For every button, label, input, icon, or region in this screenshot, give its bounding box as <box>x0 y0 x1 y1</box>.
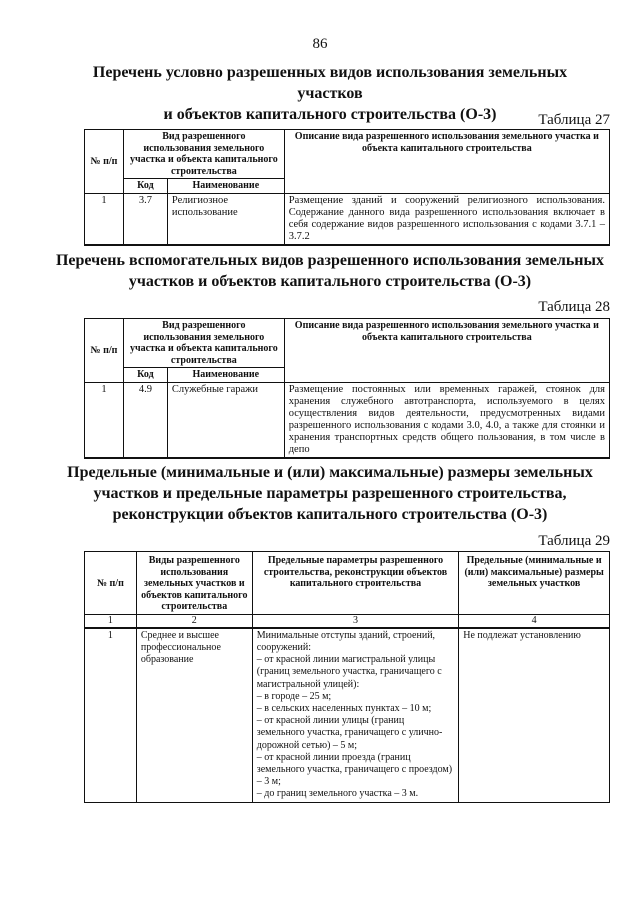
row-kind: Среднее и высшее профессиональное образование <box>136 628 252 802</box>
row-desc: Размещение постоянных или временных гаражей, стоянок для хранения служебного автотранспорта, используемого в целях осуществления видов деятельности, предусмотренных видами разрешенного использования с кодами 3.0, 4.0, а также для стоянки и хранения транспортных средств общего пользования, в том числе в депо <box>284 382 609 458</box>
row-num: 1 <box>85 628 137 802</box>
section1-title-line2: и объектов капитального строительства (О-3) <box>163 106 497 123</box>
col-header-params: Предельные параметры разрешенного строительства, реконструкции объектов капитального строительства <box>252 552 459 615</box>
param-line: – в городе – 25 м; <box>256 690 332 702</box>
col-header-desc: Описание вида разрешенного использования земельного участка и объекта капитального строительства <box>284 130 609 194</box>
page-number: 86 <box>312 36 328 52</box>
section2-title-line2: участков и объектов капитального строительства (О-3) <box>128 273 532 290</box>
row-sizes: Не подлежат установлению <box>459 628 610 802</box>
row-name: Религиозное использование <box>167 193 284 245</box>
param-line: Минимальные отступы зданий, строений, сооружений: <box>256 629 436 653</box>
param-line: – от красной линии магистральной улицы (границ земельного участка, граничащего с магистральной улицей): <box>256 654 442 690</box>
row-name: Служебные гаражи <box>167 382 284 458</box>
section3-title-line3: реконструкции объектов капитального строительства (О-3) <box>112 506 548 523</box>
column-index: 2 <box>136 614 252 628</box>
section3-title-line1: Предельные (минимальные и (или) максимальные) размеры земельных <box>67 464 593 481</box>
section1-title <box>60 62 600 125</box>
row-code: 3.7 <box>123 193 167 245</box>
table28-caption: Таблица 28 <box>538 299 610 315</box>
row-num: 1 <box>85 382 124 458</box>
table-29 <box>84 551 610 803</box>
param-line: – до границ земельного участка – 3 м. <box>256 788 419 800</box>
row-code: 4.9 <box>123 382 167 458</box>
column-index-row <box>85 614 610 628</box>
col-header-num: № п/п <box>85 130 124 194</box>
col-header-num: № п/п <box>85 319 124 383</box>
column-index: 4 <box>459 614 610 628</box>
table-row <box>85 382 610 458</box>
section2-title <box>40 250 620 292</box>
table-row <box>85 193 610 245</box>
col-header-name: Наименование <box>167 179 284 194</box>
table27-caption: Таблица 27 <box>538 112 610 128</box>
col-header-kind: Вид разрешенного использования земельного участка и объекта капитального строительства <box>123 130 284 179</box>
row-num: 1 <box>85 193 124 245</box>
row-params <box>252 628 459 802</box>
col-header-num: № п/п <box>85 552 137 615</box>
col-header-code: Код <box>123 179 167 194</box>
table-27 <box>84 129 610 246</box>
table-28 <box>84 318 610 459</box>
column-index: 1 <box>85 614 137 628</box>
param-line: – от красной линии проезда (границ земельного участка, граничащего с проездом) – 3 м; <box>256 751 453 788</box>
section3-title <box>60 462 600 525</box>
column-index: 3 <box>252 614 459 628</box>
col-header-desc: Описание вида разрешенного использования земельного участка и объекта капитального строительства <box>284 319 609 383</box>
col-header-name: Наименование <box>167 368 284 383</box>
section2-title-line1: Перечень вспомогательных видов разрешенного использования земельных <box>55 252 604 269</box>
col-header-code: Код <box>123 368 167 383</box>
table29-caption: Таблица 29 <box>538 533 610 549</box>
param-line: – от красной линии улицы (границ земельного участка, граничащего с улично-дорожной сетью) – 5 м; <box>256 715 443 751</box>
param-line: – в сельских населенных пунктах – 10 м; <box>256 702 432 714</box>
table-row <box>85 628 610 802</box>
col-header-sizes: Предельные (минимальные и (или) максимальные) размеры земельных участков <box>459 552 610 615</box>
row-desc: Размещение зданий и сооружений религиозного использования. Содержание данного вида разрешенного использования включает в себя содержание видов разрешенного использования с кодами 3.7.1 – 3.7.2 <box>284 193 609 245</box>
col-header-kind: Виды разрешенного использования земельных участков и объектов капитального строительства <box>136 552 252 615</box>
section3-title-line2: участков и предельные параметры разрешенного строительства, <box>93 485 567 502</box>
section1-title-line1: Перечень условно разрешенных видов использования земельных участков <box>92 64 568 102</box>
col-header-kind: Вид разрешенного использования земельного участка и объекта капитального строительства <box>123 319 284 368</box>
